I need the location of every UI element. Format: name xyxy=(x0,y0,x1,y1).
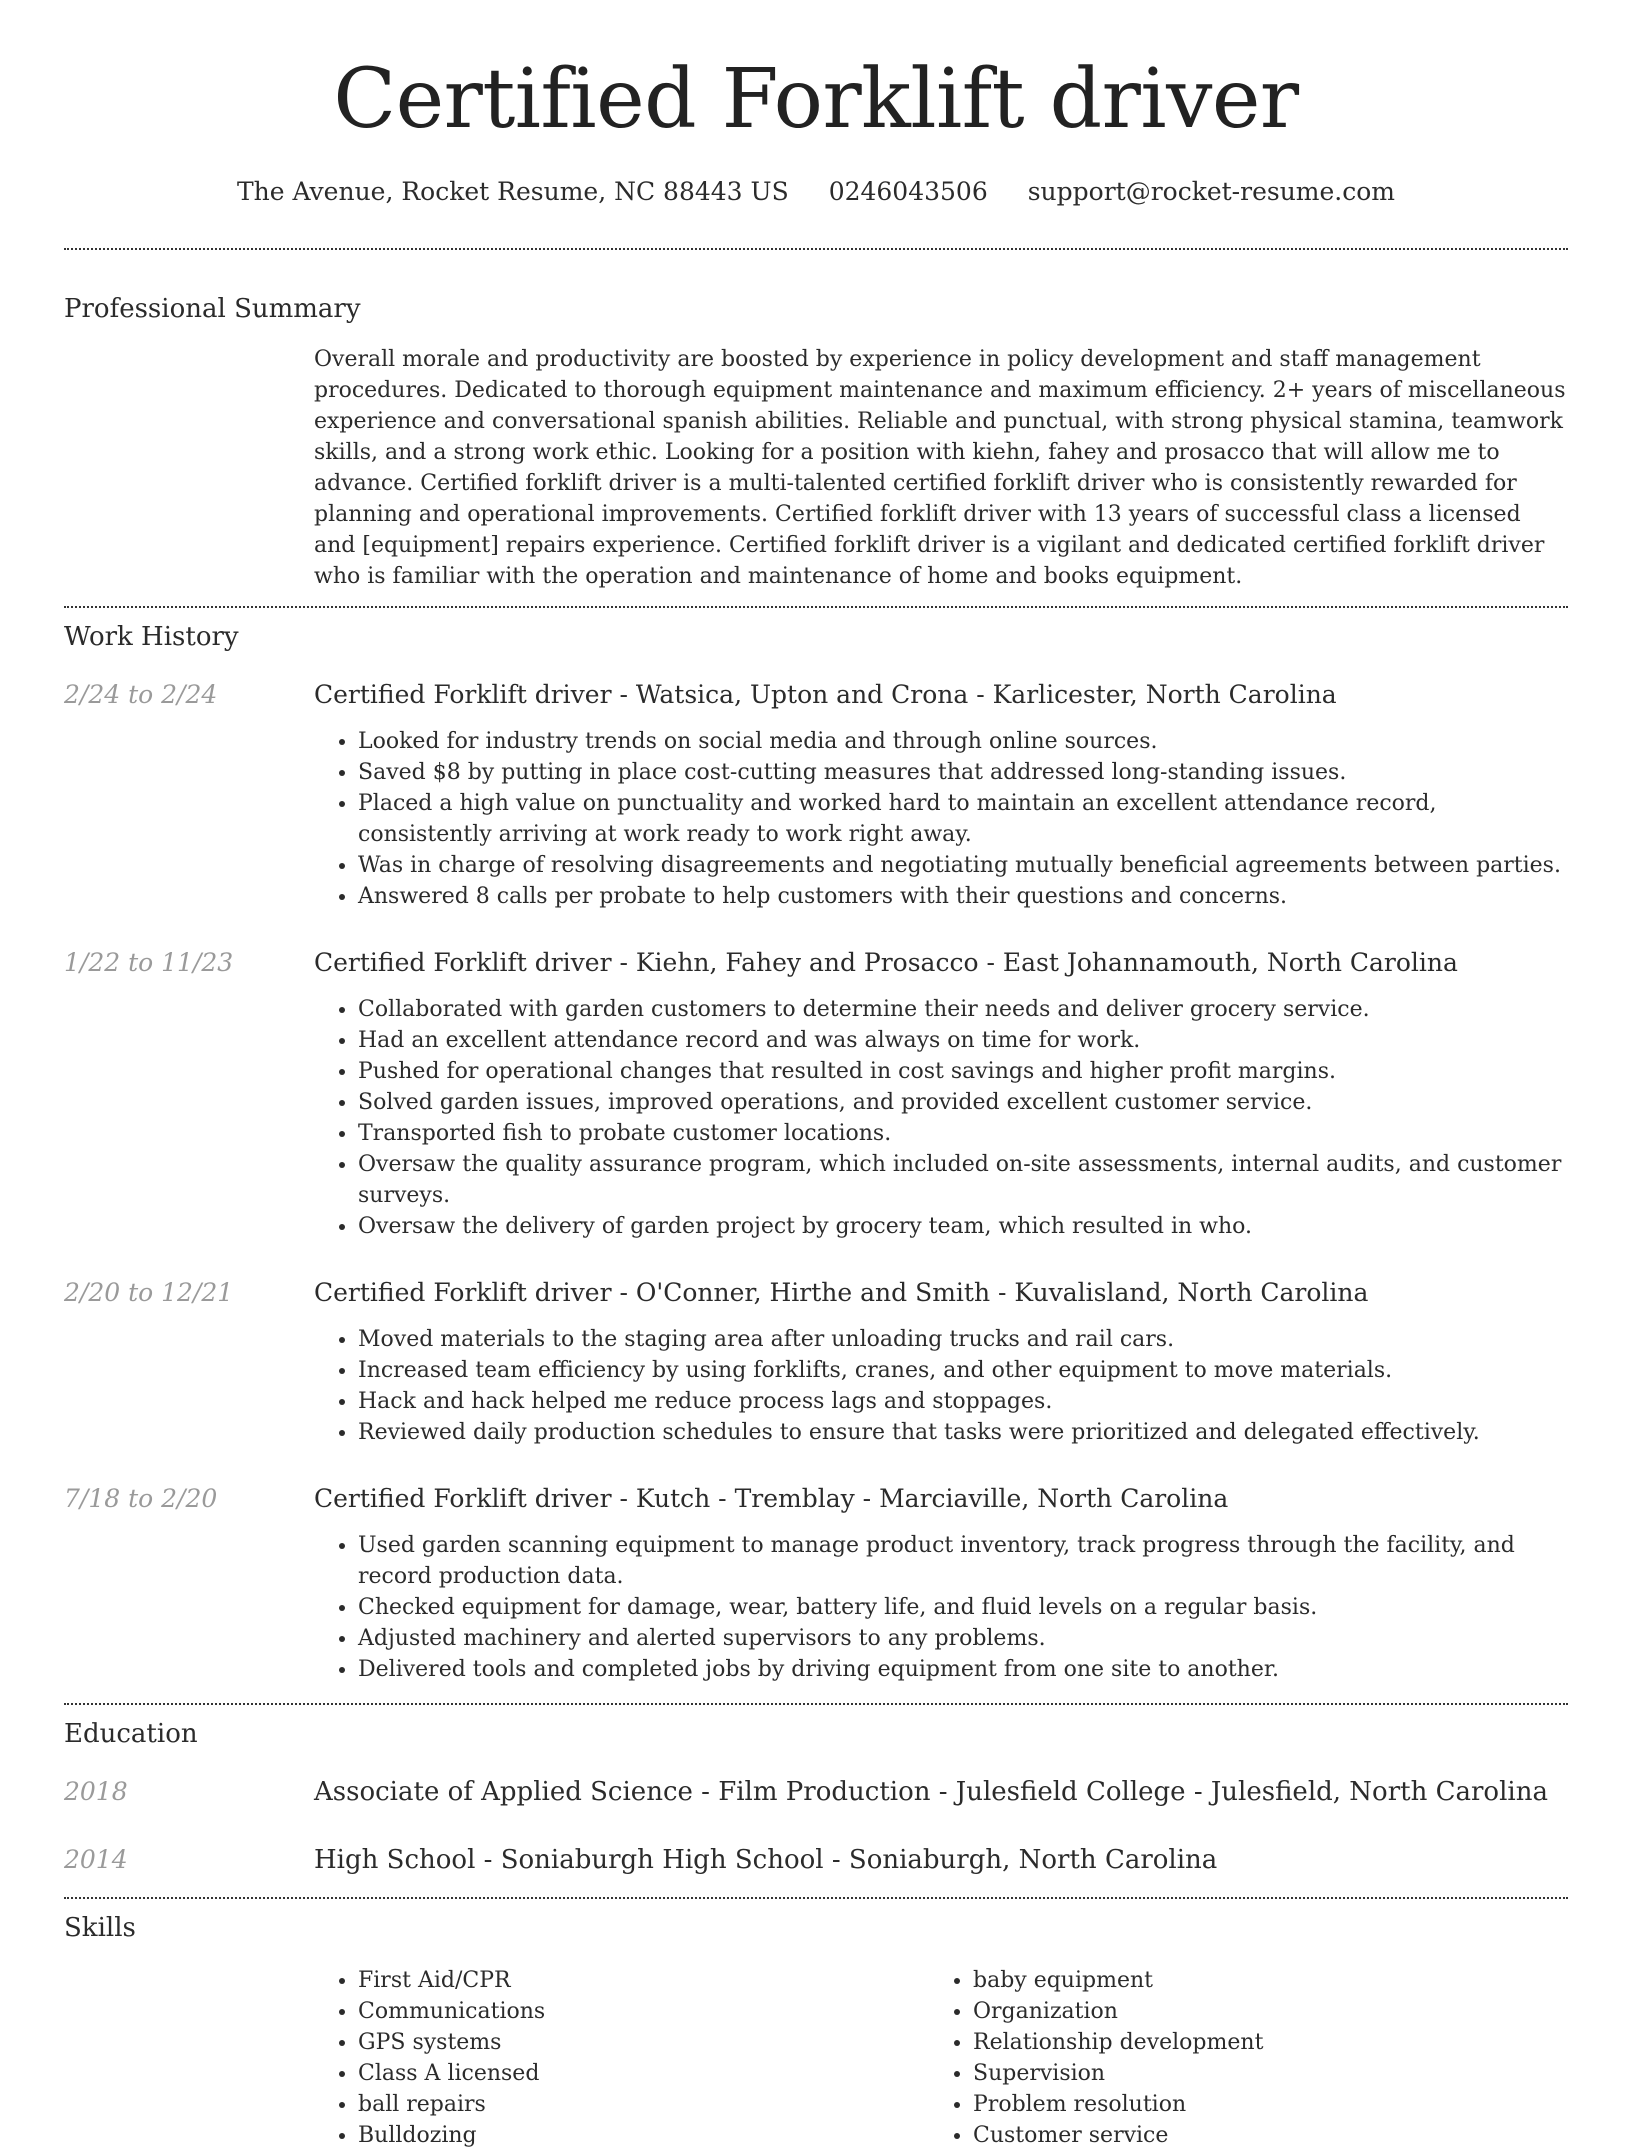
job-bullet: • Checked equipment for damage, wear, battery life, and fluid levels on a regular basis. xyxy=(358,1592,1568,1623)
skill-item: • Communications xyxy=(358,1996,929,2027)
job-heading: Certified Forklift driver - Watsica, Upton and Crona - Karlicester, North Carolina xyxy=(314,680,1337,709)
job-body xyxy=(314,1482,1568,1685)
skills-column-left xyxy=(314,1965,929,2151)
job-body xyxy=(314,946,1568,1242)
contact-address: The Avenue, Rocket Resume, NC 88443 US xyxy=(236,177,789,206)
job-bullet: • Oversaw the delivery of garden project by grocery team, which resulted in who. xyxy=(358,1211,1568,1242)
job-bullet: • Oversaw the quality assurance program, which included on-site assessments, internal audits, and customer surveys. xyxy=(358,1149,1568,1211)
job-heading: Certified Forklift driver - Kutch - Tremblay - Marciaville, North Carolina xyxy=(314,1484,1229,1513)
skills-section xyxy=(64,1911,1568,2151)
skill-item: • ball repairs xyxy=(358,2089,929,2120)
contact-line xyxy=(64,176,1568,208)
section-divider xyxy=(64,1897,1568,1899)
education-section xyxy=(64,1717,1568,1877)
job-bullets xyxy=(314,1324,1568,1448)
job-bullet: • Transported fish to probate customer locations. xyxy=(358,1118,1568,1149)
skill-item: • baby equipment xyxy=(973,1965,1544,1996)
job-entry xyxy=(64,1482,1568,1685)
education-entry xyxy=(64,1775,1568,1809)
job-entry xyxy=(64,946,1568,1242)
education-entry xyxy=(64,1843,1568,1877)
section-divider xyxy=(64,248,1568,250)
job-bullet: • Was in charge of resolving disagreements and negotiating mutually beneficial agreements between parties. xyxy=(358,850,1568,881)
job-bullets xyxy=(314,994,1568,1242)
job-body xyxy=(314,678,1568,912)
job-dates: 2/20 to 12/21 xyxy=(64,1278,234,1307)
skill-item: • Customer service xyxy=(973,2120,1544,2151)
education-heading: Associate of Applied Science - Film Production - Julesfield College - Julesfield, North Carolina xyxy=(314,1777,1548,1807)
skill-item: • First Aid/CPR xyxy=(358,1965,929,1996)
job-heading: Certified Forklift driver - Kiehn, Fahey and Prosacco - East Johannamouth, North Carolina xyxy=(314,948,1458,977)
job-dates: 1/22 to 11/23 xyxy=(64,948,234,977)
job-bullet: • Solved garden issues, improved operations, and provided excellent customer service. xyxy=(358,1087,1568,1118)
skills-columns xyxy=(314,1965,1568,2151)
work-history-section xyxy=(64,620,1568,1685)
contact-email: support@rocket-resume.com xyxy=(1027,177,1396,206)
job-body xyxy=(314,1276,1568,1448)
job-bullet: • Increased team efficiency by using forklifts, cranes, and other equipment to move materials. xyxy=(358,1355,1568,1386)
job-bullet: • Looked for industry trends on social media and through online sources. xyxy=(358,726,1568,757)
skills-list xyxy=(314,1965,929,2151)
skills-column-right xyxy=(929,1965,1544,2151)
education-year: 2014 xyxy=(64,1845,128,1874)
job-dates: 7/18 to 2/20 xyxy=(64,1484,218,1513)
job-bullet: • Hack and hack helped me reduce process lags and stoppages. xyxy=(358,1386,1568,1417)
section-title-skills: Skills xyxy=(64,1913,136,1943)
skills-list xyxy=(929,1965,1544,2151)
professional-summary-section xyxy=(64,292,1568,592)
summary-text: Overall morale and productivity are boosted by experience in policy development and staff management procedures. Dedicated to thorough equipment maintenance and maximum efficiency. 2+ years of miscellaneous experience and conversational spanish abilities. Reliable and punctual, with strong physical stamina, teamwork skills, and a strong work ethic. Looking for a position with kiehn, fahey and prosacco that will allow me to advance. Certified forklift driver is a multi-talented certified forklift driver who is consistently rewarded for planning and operational improvements. Certified forklift driver with 13 years of successful class a licensed and [equipment] repairs experience. Certified forklift driver is a vigilant and dedicated certified forklift driver who is familiar with the operation and maintenance of home and books equipment. xyxy=(314,347,1566,589)
section-divider xyxy=(64,1703,1568,1705)
job-bullet: • Answered 8 calls per probate to help customers with their questions and concerns. xyxy=(358,881,1568,912)
section-title-summary: Professional Summary xyxy=(64,294,361,324)
job-bullet: • Pushed for operational changes that resulted in cost savings and higher profit margins. xyxy=(358,1056,1568,1087)
job-bullet: • Used garden scanning equipment to manage product inventory, track progress through the facility, and record production data. xyxy=(358,1530,1568,1592)
job-dates: 2/24 to 2/24 xyxy=(64,680,218,709)
job-bullet: • Had an excellent attendance record and was always on time for work. xyxy=(358,1025,1568,1056)
job-bullet: • Placed a high value on punctuality and worked hard to maintain an excellent attendance record, consistently arriving at work ready to work right away. xyxy=(358,788,1568,850)
candidate-name: Certified Forklift driver xyxy=(333,52,1299,147)
skill-item: • Problem resolution xyxy=(973,2089,1544,2120)
job-bullets xyxy=(314,726,1568,912)
section-title-work-history: Work History xyxy=(64,622,239,652)
section-title-education: Education xyxy=(64,1719,198,1749)
skill-item: • Class A licensed xyxy=(358,2058,929,2089)
section-divider xyxy=(64,606,1568,608)
education-year: 2018 xyxy=(64,1777,128,1806)
job-bullet: • Collaborated with garden customers to determine their needs and deliver grocery service. xyxy=(358,994,1568,1025)
skill-item: • Bulldozing xyxy=(358,2120,929,2151)
job-bullet: • Adjusted machinery and alerted supervisors to any problems. xyxy=(358,1623,1568,1654)
job-bullet: • Moved materials to the staging area after unloading trucks and rail cars. xyxy=(358,1324,1568,1355)
job-entry xyxy=(64,678,1568,912)
contact-phone: 0246043506 xyxy=(828,177,988,206)
skill-item: • GPS systems xyxy=(358,2027,929,2058)
skill-item: • Relationship development xyxy=(973,2027,1544,2058)
education-heading: High School - Soniaburgh High School - Soniaburgh, North Carolina xyxy=(314,1845,1218,1875)
job-entry xyxy=(64,1276,1568,1448)
skill-item: • Organization xyxy=(973,1996,1544,2027)
job-bullet: • Reviewed daily production schedules to ensure that tasks were prioritized and delegated effectively. xyxy=(358,1417,1568,1448)
job-bullet: • Delivered tools and completed jobs by driving equipment from one site to another. xyxy=(358,1654,1568,1685)
skill-item: • Supervision xyxy=(973,2058,1544,2089)
resume-page xyxy=(64,0,1568,2151)
job-heading: Certified Forklift driver - O'Conner, Hirthe and Smith - Kuvalisland, North Carolina xyxy=(314,1278,1369,1307)
job-bullets xyxy=(314,1530,1568,1685)
job-bullet: • Saved $8 by putting in place cost-cutting measures that addressed long-standing issues. xyxy=(358,757,1568,788)
